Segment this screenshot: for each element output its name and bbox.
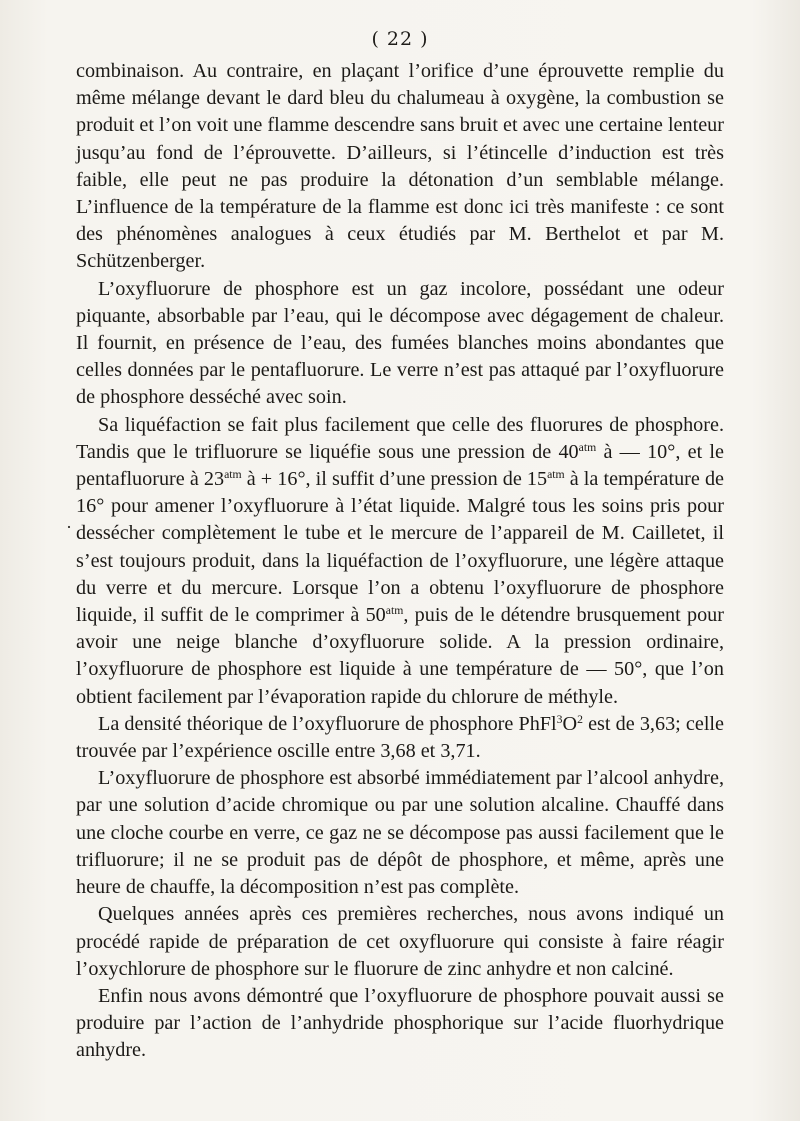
paragraph-5: L’oxyfluorure de phosphore est absorbé immédiatement par l’alcool anhydre, par une solution d’acide chromique ou par une solution alcaline. Chauffé dans une cloche courbe en verre, ce gaz ne se décompose pas aussi facilement que le trifluorure; il ne se produit pas de dépôt de phosphore, et même, après une heure de chauffe, la décomposition n’est pas complète.	[76, 767, 724, 899]
superscript-atm-4: atm	[385, 603, 404, 617]
body-text	[76, 58, 724, 1065]
paragraph-3-part-e: , puis de le détendre brusquement pour avoir une neige blanche d’oxyfluorure solide. A la pression ordinaire, l’oxyfluorure de phosphore est liquide à une température de — 50°, que l’on obtient facilement par l’évaporation rapide du chlorure de méthyle.	[76, 604, 724, 708]
paragraph-3-part-b: à — 10°, et le pentafluorure à 23	[76, 440, 724, 491]
paragraph-2: L’oxyfluorure de phosphore est un gaz incolore, possédant une odeur piquante, absorbable par l’eau, qui le décompose avec dégagement de chaleur. Il fournit, en présence de l’eau, des fumées blanches moins abondantes que celles données par le pentafluorure. Le verre n’est pas attaqué par l’oxyfluorure de phosphore desséché avec soin.	[76, 277, 724, 409]
superscript-2: 2	[577, 712, 583, 726]
paragraph-3	[76, 412, 724, 711]
paragraph-3-part-c: à + 16°, il suffit d’une pression de 15	[241, 468, 548, 491]
paragraph-3-part-a: Sa liquéfaction se fait plus facilement que celle des fluorures de phosphore. Tandis que le trifluorure se liquéfie sous une pression de 40	[76, 413, 724, 463]
superscript-atm-1: atm	[578, 440, 597, 454]
paragraph-1: combinaison. Au contraire, en plaçant l’orifice d’une éprouvette remplie du même mélange devant le dard bleu du chalumeau à oxygène, la combustion se produit et l’on voit une flamme descendre sans bruit et avec une certaine lenteur jusqu’au fond de l’éprouvette. D’ailleurs, si l’étincelle d’induction est très faible, elle peut ne pas produire la détonation d’un semblable mélange. L’influence de la température de la flamme est donc ici très manifeste : ce sont des phénomènes analogues à ceux étudiés par M. Berthelot et par M. Schützenberger.	[76, 60, 724, 273]
paragraph-4-part-c: est de 3,63; celle trouvée par l’expérience oscille entre 3,68 et 3,71.	[76, 712, 724, 763]
paragraph-4-part-a: La densité théorique de l’oxyfluorure de phosphore PhFl	[98, 712, 557, 735]
page-number: ( 22 )	[371, 28, 429, 50]
paragraph-4-part-b: O	[562, 712, 578, 735]
margin-dot: ·	[66, 517, 72, 537]
superscript-atm-3: atm	[547, 467, 565, 481]
paragraph-4	[76, 711, 724, 765]
superscript-3: 3	[556, 712, 563, 726]
paragraph-6: Quelques années après ces premières recherches, nous avons indiqué un procédé rapide de préparation de cet oxyfluorure qui consiste à faire réagir l’oxychlorure de phosphore sur le fluorure de zinc anhydre et non calciné.	[76, 903, 724, 980]
paragraph-7: Enfin nous avons démontré que l’oxyfluorure de phosphore pouvait aussi se produire par l’action de l’anhydride phosphorique sur l’acide fluorhydrique anhydre.	[76, 984, 724, 1062]
superscript-atm-2: atm	[224, 467, 242, 481]
paragraph-3-part-d: à la température de 16° pour amener l’oxyfluorure à l’état liquide. Malgré tous les soins pris pour dessécher complètement le tube et le mercure de l’appareil de M. Cailletet, il s’est toujours produit, dans la liquéfaction de l’oxyfluorure, une légère attaque du verre et du mercure. Lorsque l’on a obtenu l’oxyfluorure de phosphore liquide, il suffit de le comprimer à 50	[76, 468, 725, 627]
